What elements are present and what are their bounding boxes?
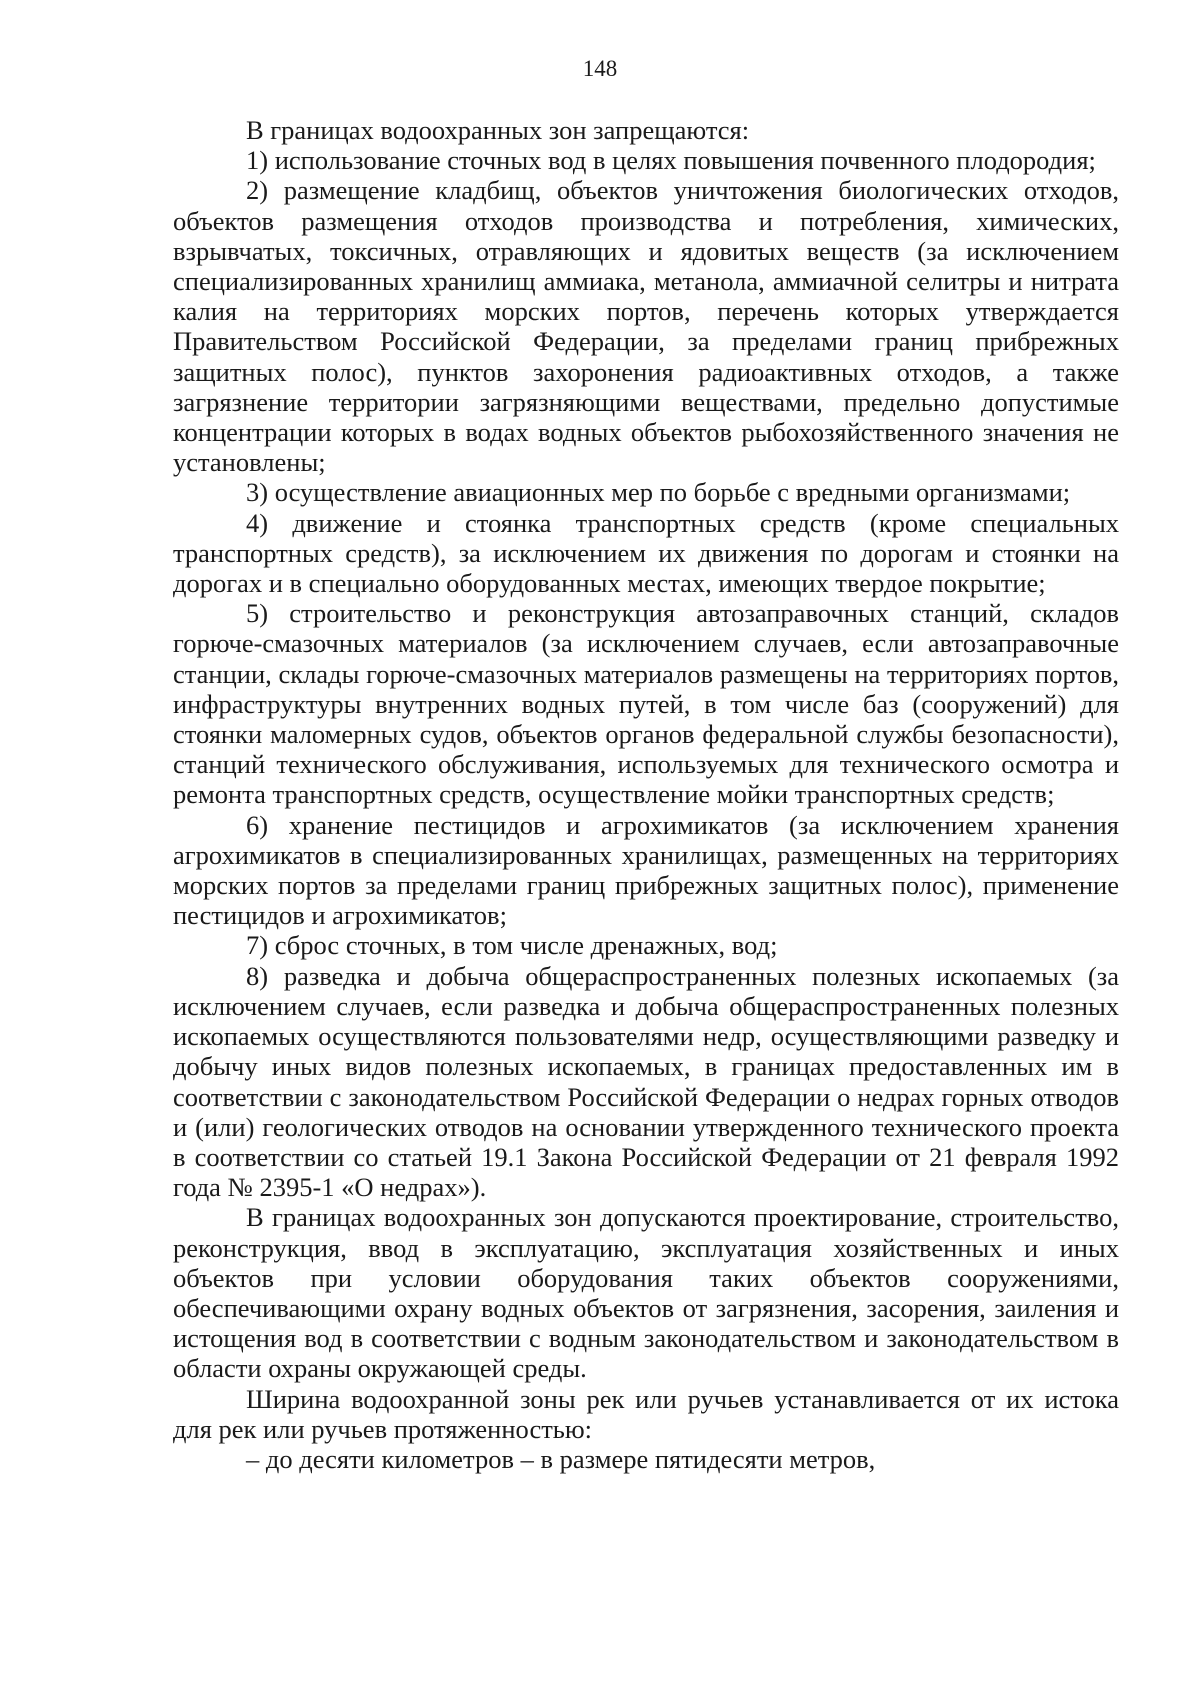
paragraph-item-4: 4) движение и стоянка транспортных средств (кроме специальных транспортных средств), за исключением их движения по дорогам и стоянки на дорогах и в специально оборудованных местах, имеющих твердое покрытие; — [173, 507, 1119, 599]
paragraph-intro: В границах водоохранных зон запрещаются: — [246, 115, 750, 145]
paragraph-item-7: 7) сброс сточных, в том числе дренажных, вод; — [246, 930, 778, 961]
paragraph-item-5: 5) строительство и реконструкция автозаправочных станций, складов горюче-смазочных материалов (за исключением случаев, если автозаправочные станции, склады горюче-смазочных материалов размещены на территориях портов, инфраструктуры внутренних водных путей, в том числе баз (сооружений) для стоянки маломерных судов, объектов органов федеральной службы безопасности), станций технического обслуживания, используемых для технического осмотра и ремонта транспортных средств, осуществление мойки транспортных средств; — [173, 598, 1119, 810]
paragraph-width: Ширина водоохранной зоны рек или ручьев устанавливается от их истока для рек или ручьев протяженностью: — [173, 1383, 1119, 1444]
paragraph-item-6: 6) хранение пестицидов и агрохимикатов (за исключением хранения агрохимикатов в специализированных хранилищах, размещенных на территориях морских портов за пределами границ прибрежных защитных полос), применение пестицидов и агрохимикатов; — [173, 809, 1119, 931]
paragraph-item-3: 3) осуществление авиационных мер по борьбе с вредными организмами; — [246, 477, 1071, 508]
paragraph-item-2: 2) размещение кладбищ, объектов уничтожения биологических отходов, объектов размещения отходов производства и потребления, химических, взрывчатых, токсичных, отравляющих и ядовитых веществ (за исключением специализированных хранилищ аммиака, метанола, аммиачной селитры и нитрата калия на территориях морских портов, перечень которых утверждается Правительством Российской Федерации, за пределами границ прибрежных защитных полос), пунктов захоронения радиоактивных отходов, а также загрязнение территории загрязняющими веществами, предельно допустимые концентрации которых в водах водных объектов рыбохозяйственного значения не установлены; — [173, 175, 1119, 478]
paragraph-permitted: В границах водоохранных зон допускаются проектирование, строительство, реконструкция, ввод в эксплуатацию, эксплуатация хозяйственных и иных объектов при условии оборудования таких объектов сооружениями, обеспечивающими охрану водных объектов от загрязнения, засорения, заиления и истощения вод в соответствии с водным законодательством и законодательством в области охраны окружающей среды. — [173, 1202, 1119, 1384]
page-number: 148 — [582, 56, 618, 81]
paragraph-item-8: 8) разведка и добыча общераспространенных полезных ископаемых (за исключением случаев, если разведка и добыча общераспространенных полезных ископаемых осуществляются пользователями недр, осуществляющими разведку и добычу иных видов полезных ископаемых, в границах предоставленных им в соответствии с законодательством Российской Федерации о недрах горных отводов и (или) геологических отводов на основании утвержденного технического проекта в соответствии со статьей 19.1 Закона Российской Федерации от 21 февраля 1992 года № 2395-1 «О недрах»). — [173, 960, 1119, 1203]
document-body — [173, 115, 1119, 1474]
paragraph-width-item: – до десяти километров – в размере пятидесяти метров, — [246, 1443, 876, 1474]
paragraph-item-1: 1) использование сточных вод в целях повышения почвенного плодородия; — [246, 145, 1096, 176]
